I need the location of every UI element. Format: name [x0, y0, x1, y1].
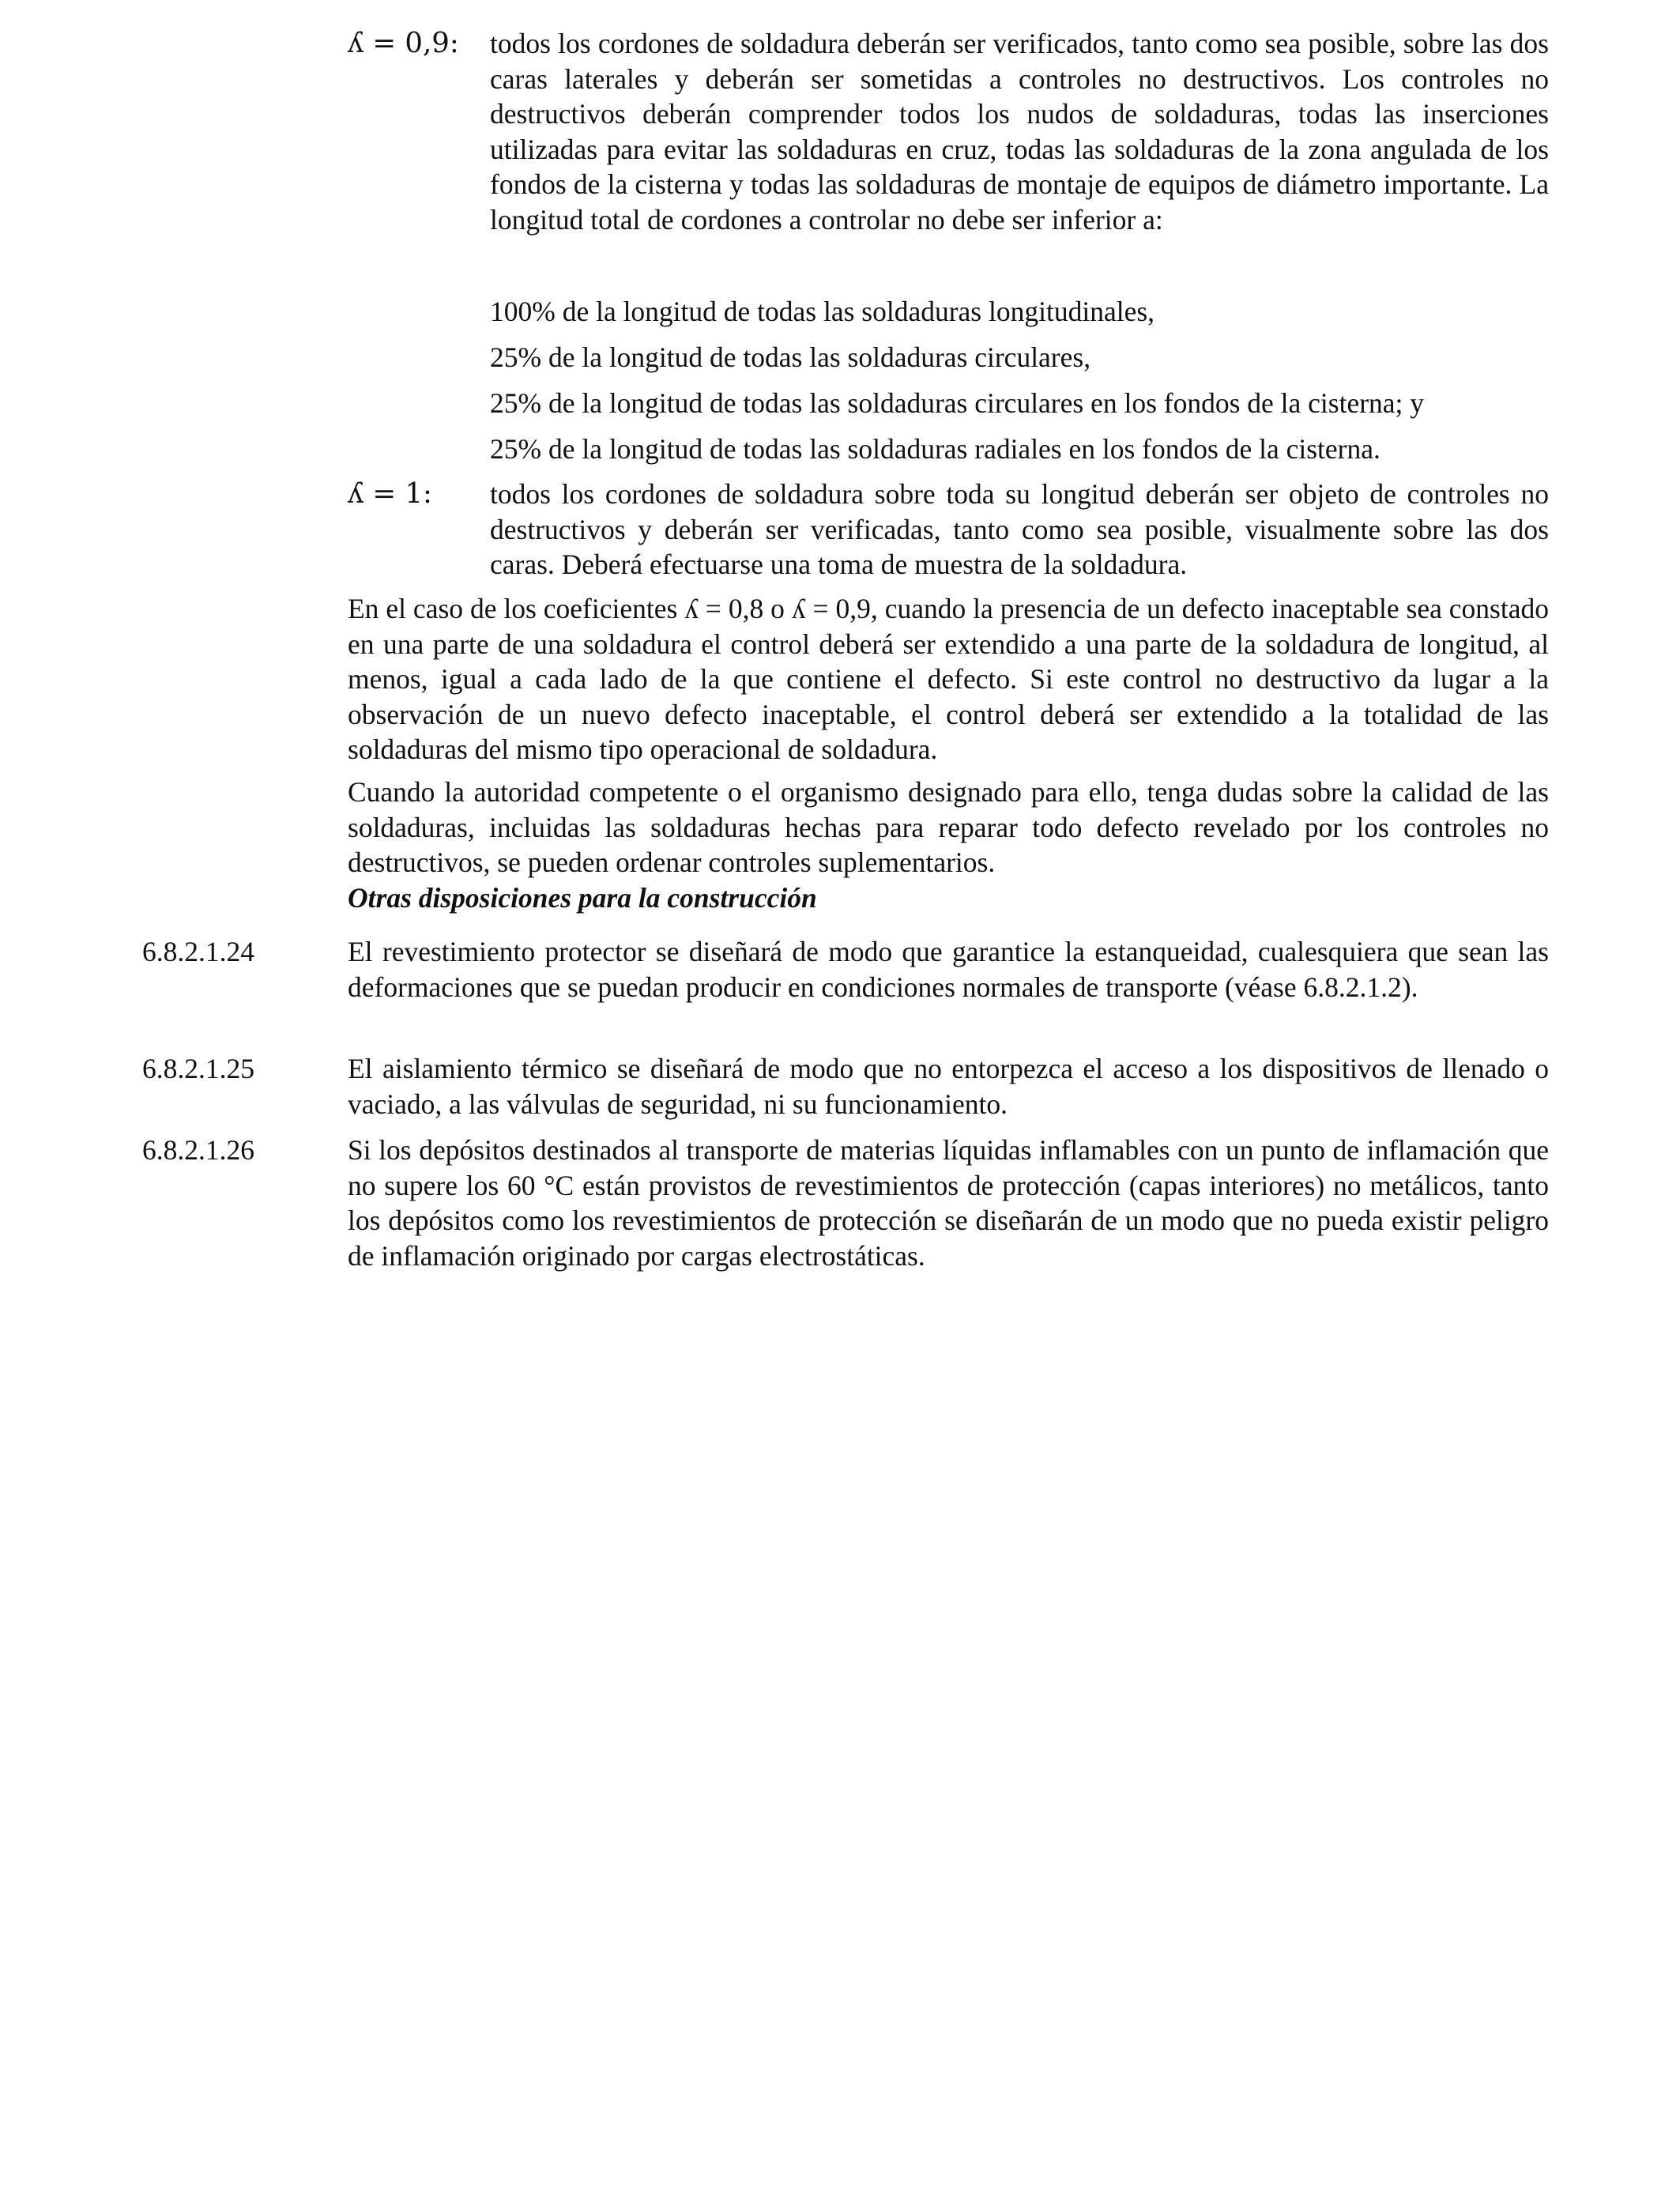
section-number: 6.8.2.1.25: [142, 1053, 254, 1084]
section-text: El revestimiento protector se diseñará de modo que garantice la estanqueidad, cualesquiera que sean las deformaciones que se puedan producir en condiciones normales de transporte (véase 6.8.2.1.2).: [348, 936, 1549, 1003]
coefficient-1-label: ʎ = 1:: [348, 477, 432, 510]
section-text: El aislamiento térmico se diseñará de modo que no entorpezca el acceso a los dispositivos de llenado o vaciado, a las válvulas de seguridad, ni su funcionamiento.: [348, 1053, 1549, 1120]
list-item: 25% de la longitud de todas las soldaduras circulares,: [490, 341, 1091, 373]
list-item: 25% de la longitud de todas las soldaduras radiales en los fondos de la cisterna.: [490, 433, 1381, 465]
list-item: 100% de la longitud de todas las soldaduras longitudinales,: [490, 296, 1155, 327]
section-number: 6.8.2.1.26: [142, 1134, 254, 1166]
list-item: 25% de la longitud de todas las soldaduras circulares en los fondos de la cisterna; y: [490, 387, 1425, 419]
coefficient-0-9-text: todos los cordones de soldadura deberán ser verificados, tanto como sea posible, sobre las dos caras laterales y deberán ser sometidas a controles no destructivos. Los controles no destructivos deberán comprender todos los nudos de soldaduras, todas las inserciones utilizadas para evitar las soldaduras en cruz, todas las soldaduras de la zona angulada de los fondos de la cisterna y todas las soldaduras de montaje de equipos de diámetro importante. La longitud total de cordones a controlar no debe ser inferior a:: [490, 28, 1549, 236]
section-heading: Otras disposiciones para la construcción: [348, 882, 817, 914]
paragraph-supplementary-controls: Cuando la autoridad competente o el organismo designado para ello, tenga dudas sobre la calidad de las soldaduras, incluidas las soldaduras hechas para reparar todo defecto revelado por los controles no destructivos, se pueden ordenar controles suplementarios.: [348, 776, 1549, 878]
section-number: 6.8.2.1.24: [142, 936, 254, 967]
coefficient-1-text: todos los cordones de soldadura sobre toda su longitud deberán ser objeto de controles no destructivos y deberán ser verificadas, tanto como sea posible, visualmente sobre las dos caras. Deberá efectuarse una toma de muestra de la soldadura.: [490, 478, 1549, 580]
section-text: Si los depósitos destinados al transporte de materias líquidas inflamables con un punto de inflamación que no supere los 60 °C están provistos de revestimientos de protección (capas interiores) no metálicos, tanto los depósitos como los revestimientos de protección se diseñarán de un modo que no pueda existir peligro de inflamación originado por cargas electrostáticas.: [348, 1134, 1549, 1272]
coefficient-0-9-label: ʎ = 0,9:: [348, 27, 459, 59]
paragraph-defect-extension: En el caso de los coeficientes ʎ = 0,8 o ʎ = 0,9, cuando la presencia de un defecto inaceptable sea constado en una parte de una soldadura el control deberá ser extendido a una parte de la soldadura de longitud, al menos, igual a cada lado de la que contiene el defecto. Si este control no destructivo da lugar a la observación de un nuevo defecto inaceptable, el control deberá ser extendido a la totalidad de las soldaduras del mismo tipo operacional de soldadura.: [348, 593, 1549, 765]
